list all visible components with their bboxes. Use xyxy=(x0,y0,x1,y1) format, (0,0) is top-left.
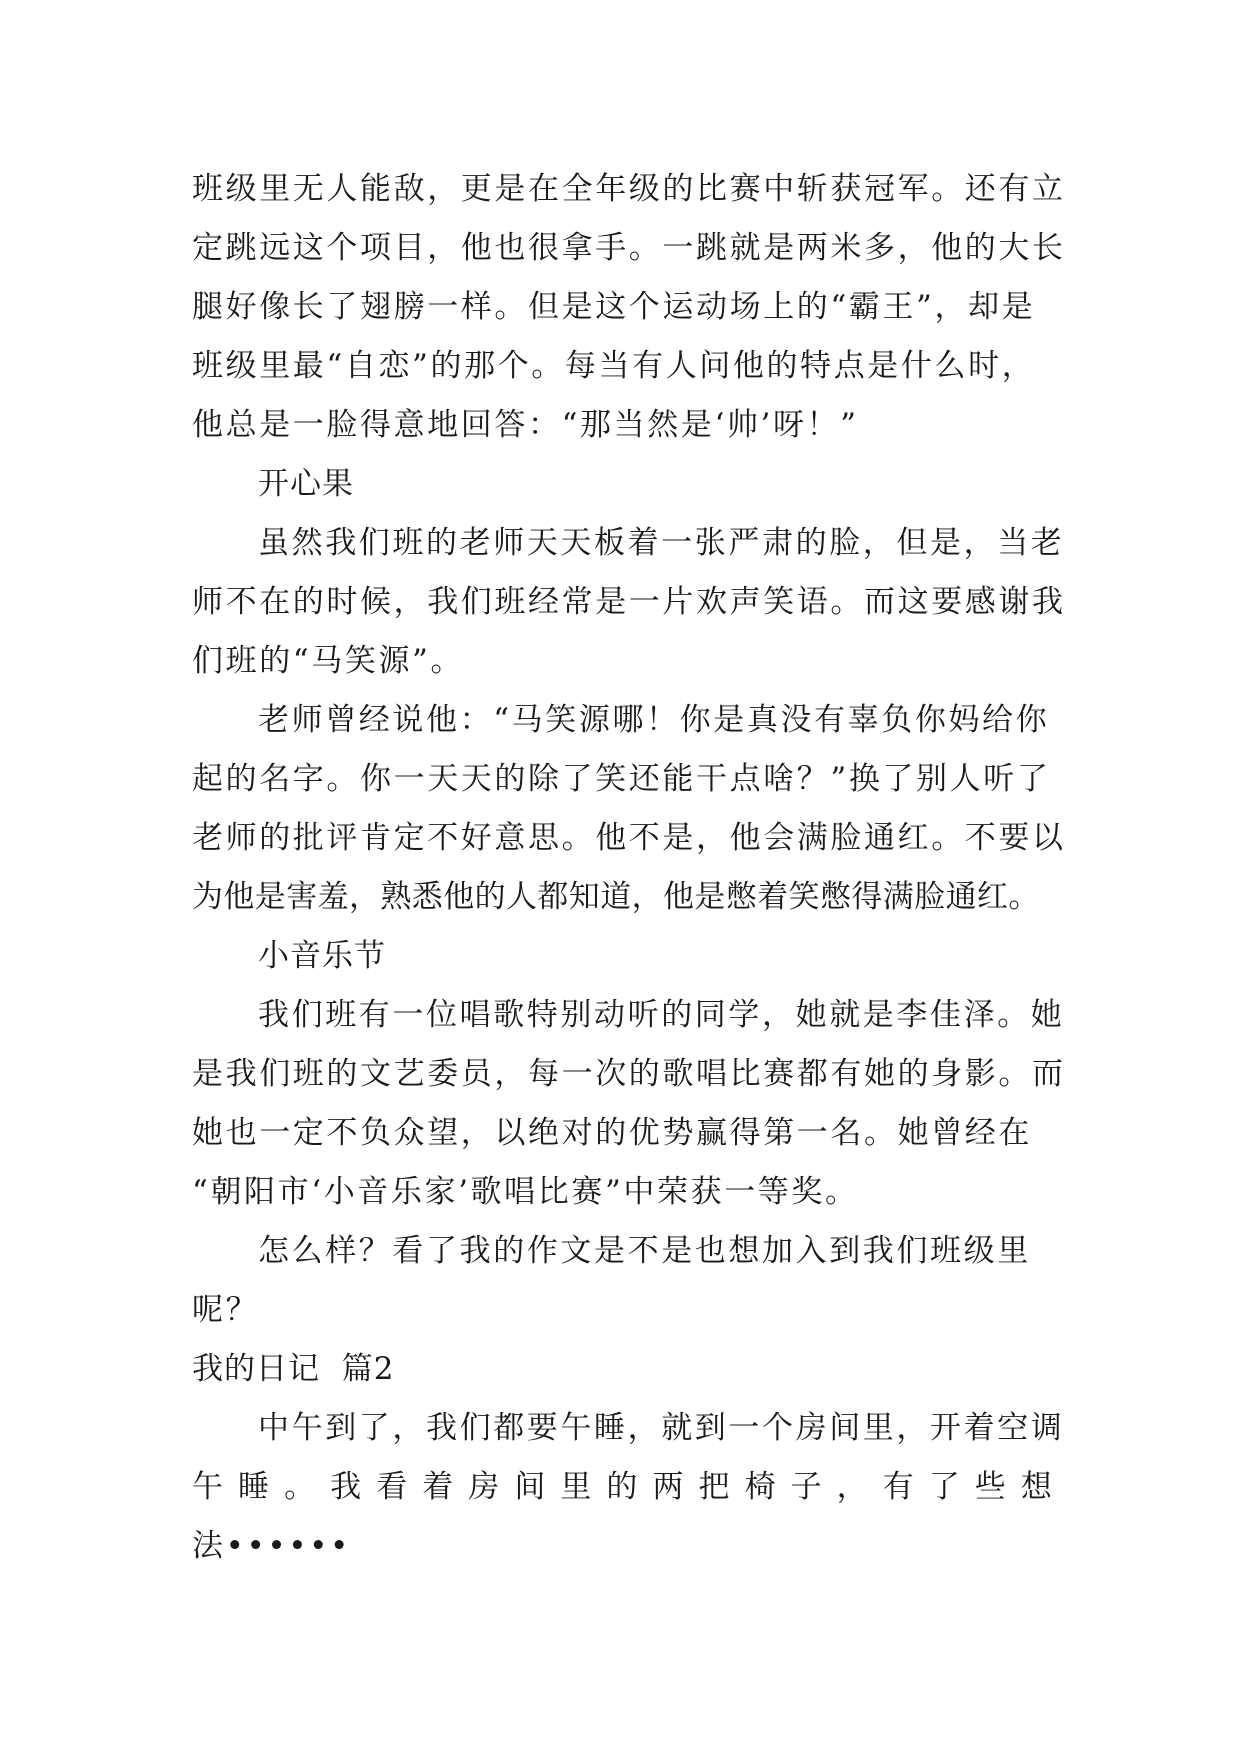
text-line: 定跳远这个项目，他也很拿手。一跳就是两米多，他的大长 xyxy=(192,230,1066,266)
glyph: 房 xyxy=(468,1469,500,1505)
glyph: 间 xyxy=(514,1469,546,1505)
glyph: 睡 xyxy=(238,1469,270,1505)
glyph: 把 xyxy=(698,1469,730,1505)
text-line: 呢？ xyxy=(192,1292,260,1328)
text-line: 虽然我们班的老师天天板着一张严肃的脸，但是，当老 xyxy=(258,525,1065,561)
text-line: 老师的批评肯定不好意思。他不是，他会满脸通红。不要以 xyxy=(192,820,1066,856)
glyph: ， xyxy=(836,1469,868,1505)
paragraph-4 xyxy=(192,986,1066,1222)
text-line: 怎么样？看了我的作文是不是也想加入到我们班级里 xyxy=(258,1233,1031,1269)
paragraph-5 xyxy=(192,1222,1052,1340)
glyph: 。 xyxy=(284,1469,316,1505)
glyph: 里 xyxy=(560,1469,592,1505)
glyph: 有 xyxy=(882,1469,914,1505)
paragraph-2 xyxy=(192,514,1066,691)
text-line-justified xyxy=(192,1458,1052,1517)
glyph: 子 xyxy=(790,1469,822,1505)
subheading-happy: 开心果 xyxy=(258,466,354,502)
text-line: “朝阳市‘小音乐家’歌唱比赛”中荣获一等奖。 xyxy=(192,1174,859,1210)
glyph: 午 xyxy=(192,1469,223,1505)
text-line: 我们班有一位唱歌特别动听的同学，她就是李佳泽。她 xyxy=(258,997,1065,1033)
text-line: 师不在的时候，我们班经常是一片欢声笑语。而这要感谢我 xyxy=(192,584,1066,620)
glyph: 我 xyxy=(330,1469,362,1505)
text-line: 中午到了，我们都要午睡，就到一个房间里，开着空调 xyxy=(258,1410,1065,1446)
text-line: 法•••••• xyxy=(192,1528,351,1564)
glyph: 着 xyxy=(422,1469,454,1505)
document-page xyxy=(192,160,1066,1576)
text-line: 是我们班的文艺委员，每一次的歌唱比赛都有她的身影。而 xyxy=(192,1056,1066,1092)
glyph: 想 xyxy=(1020,1469,1052,1505)
paragraph-6 xyxy=(192,1399,1065,1576)
text-line: 起的名字。你一天天的除了笑还能干点啥？”换了别人听了 xyxy=(192,761,1051,797)
subheading-music: 小音乐节 xyxy=(258,938,386,974)
section-title: 我的日记 篇2 xyxy=(192,1351,395,1387)
text-line: 班级里无人能敌，更是在全年级的比赛中斩获冠军。还有立 xyxy=(192,171,1066,207)
text-line: 腿好像长了翅膀一样。但是这个运动场上的“霸王”，却是 xyxy=(192,289,1036,325)
glyph: 看 xyxy=(376,1469,408,1505)
text-line: 她也一定不负众望，以绝对的优势赢得第一名。她曾经在 xyxy=(192,1115,1032,1151)
glyph: 椅 xyxy=(744,1469,776,1505)
text-line: 班级里最“自恋”的那个。每当有人问他的特点是什么时， xyxy=(192,348,1036,384)
text-line: 为他是害羞，熟悉他的人都知道，他是憋着笑憋得满脸通红。 xyxy=(192,879,1040,915)
text-line: 们班的“马笑源”。 xyxy=(192,643,465,679)
glyph: 了 xyxy=(928,1469,960,1505)
text-line: 老师曾经说他：“马笑源哪！你是真没有辜负你妈给你 xyxy=(258,702,1050,738)
glyph: 些 xyxy=(974,1469,1006,1505)
glyph: 两 xyxy=(652,1469,684,1505)
paragraph-1 xyxy=(192,160,1066,455)
text-line: 他总是一脸得意地回答：“那当然是‘帅’呀！” xyxy=(192,407,859,443)
paragraph-3 xyxy=(192,691,1066,927)
glyph: 的 xyxy=(606,1469,638,1505)
